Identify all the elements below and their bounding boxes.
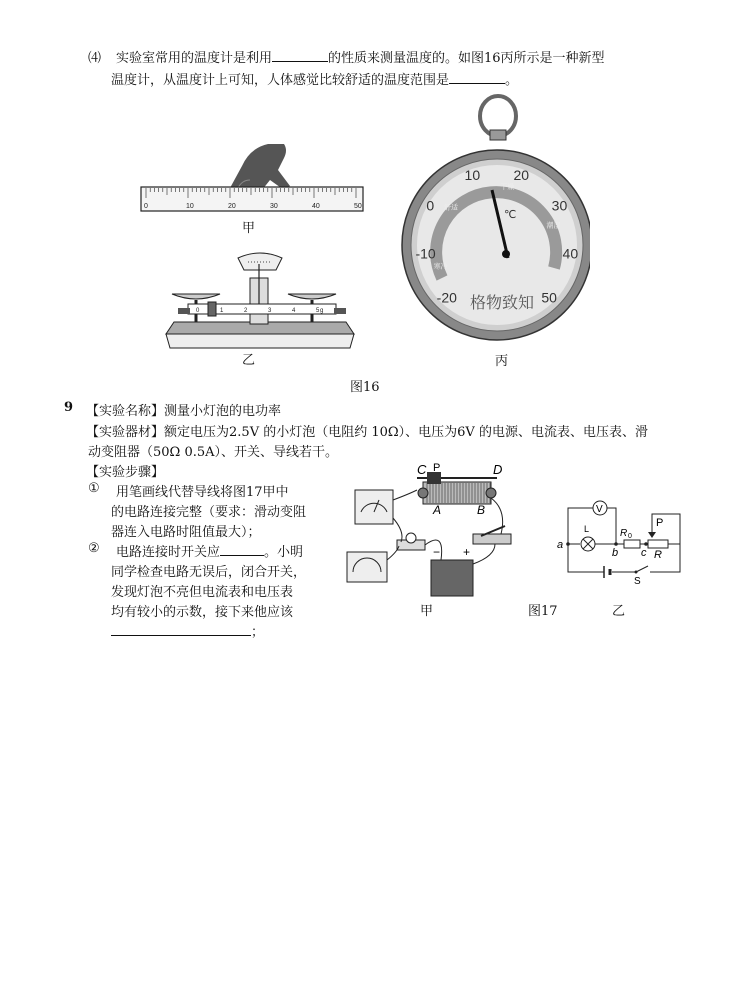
voltmeter bbox=[347, 552, 387, 582]
step2-blank-action[interactable] bbox=[111, 623, 251, 636]
beam-tick-label: 3 bbox=[268, 308, 272, 314]
thermo-tick-label: -10 bbox=[415, 245, 436, 262]
q4-line2-end: 。 bbox=[505, 73, 519, 88]
q4-line1 bbox=[116, 47, 605, 66]
rider bbox=[208, 302, 216, 316]
step2-line3: 发现灯泡不亮但电流表和电压表 bbox=[111, 585, 294, 600]
resistor-r0 bbox=[624, 540, 640, 548]
thermo-unit: ℃ bbox=[504, 209, 517, 221]
svg-text:A: A bbox=[433, 503, 442, 517]
fig16-label-jia: 甲 bbox=[242, 221, 256, 236]
q9-name-text: 测量小灯泡的电功率 bbox=[164, 404, 282, 419]
fig17-circuit bbox=[552, 490, 692, 585]
thermo-tick-label: 0 bbox=[426, 197, 435, 214]
beam-tick-label: 5 bbox=[316, 308, 320, 314]
switch bbox=[473, 534, 511, 544]
beam-tick-label: 1 bbox=[220, 308, 224, 314]
thermo-zone-label: 寒冷 bbox=[433, 263, 448, 271]
q4-line1-end: 的性质来测量温度的。如图16丙所示是一种新型 bbox=[328, 51, 605, 66]
step1-line2: 的电路连接完整（要求：滑动变阻 bbox=[111, 505, 307, 520]
svg-text:R: R bbox=[620, 528, 628, 539]
thermo-tick-label: 10 bbox=[464, 167, 481, 184]
switch-symbol bbox=[636, 566, 648, 572]
q4-blank-range[interactable] bbox=[449, 71, 505, 84]
thermo-tick-label: 40 bbox=[562, 245, 579, 262]
svg-text:a: a bbox=[557, 539, 564, 551]
fig16-ruler bbox=[138, 140, 366, 216]
svg-text:R: R bbox=[654, 549, 662, 561]
svg-text:V: V bbox=[596, 504, 603, 515]
battery bbox=[431, 560, 473, 596]
step2-line5 bbox=[111, 621, 264, 640]
ruler-tick-label: 30 bbox=[270, 203, 278, 210]
ruler-tick-label: 20 bbox=[228, 203, 236, 210]
beam-tick-label: 0 bbox=[196, 308, 200, 314]
q9-equip-line2: 动变阻器（50Ω 0.5A）、开关、导线若干。 bbox=[88, 445, 339, 460]
fig17-label-jia: 甲 bbox=[420, 604, 434, 619]
fig16-label-bing: 丙 bbox=[495, 354, 509, 369]
ammeter bbox=[355, 490, 393, 524]
step2-line2: 同学检查电路无误后，闭合开关， bbox=[111, 565, 307, 580]
svg-text:+: + bbox=[463, 545, 471, 559]
svg-text:C: C bbox=[417, 462, 427, 477]
fig17-caption: 图17 bbox=[528, 604, 558, 619]
svg-text:P: P bbox=[433, 462, 441, 474]
thermo-zone-label: 潮湿 bbox=[546, 222, 561, 230]
step2-blank-switch[interactable] bbox=[220, 543, 264, 556]
svg-text:c: c bbox=[641, 547, 647, 559]
fig16-label-yi: 乙 bbox=[242, 353, 256, 368]
beam-unit: g bbox=[320, 308, 324, 314]
svg-text:D: D bbox=[493, 462, 503, 477]
step2-line4: 均有较小的示数，接下来他应该 bbox=[111, 605, 294, 620]
beam-tick-label: 2 bbox=[244, 308, 248, 314]
q4-line1-start: 实验室常用的温度计是利用 bbox=[116, 51, 273, 66]
q4-number: ⑷ bbox=[88, 51, 102, 66]
rheostat-symbol bbox=[648, 540, 668, 548]
ruler-tick-label: 10 bbox=[186, 203, 194, 210]
step1-line1: 用笔画线代替导线将图17甲中 bbox=[116, 485, 289, 500]
q4-line2-start: 温度计，从温度计上可知，人体感觉比较舒适的温度范围是 bbox=[111, 73, 450, 88]
fig16-caption: 图16 bbox=[350, 380, 380, 395]
thermo-tick-label: 30 bbox=[551, 197, 568, 214]
q9-equip-line1: 额定电压为2.5V 的小灯泡（电阻约 10Ω）、电压为6V 的电源、电流表、电压表、滑 bbox=[164, 425, 648, 440]
svg-text:B: B bbox=[477, 503, 486, 517]
q9-name-label: 【实验名称】 bbox=[86, 404, 165, 419]
ruler-tick-label: 40 bbox=[312, 203, 320, 210]
fig17-apparatus bbox=[345, 460, 520, 600]
svg-text:L: L bbox=[584, 524, 590, 534]
step2-line1-end: 。小明 bbox=[264, 545, 304, 560]
q9-equip-label: 【实验器材】 bbox=[86, 425, 165, 440]
beam-tick-label: 4 bbox=[292, 308, 296, 314]
thermo-tick-label: 20 bbox=[513, 167, 530, 184]
thermo-zone-label: 舒适 bbox=[444, 204, 459, 212]
thermo-tick-label: 50 bbox=[541, 289, 557, 306]
thermo-tick-label: -20 bbox=[436, 289, 457, 306]
step2-number: ② bbox=[88, 541, 100, 556]
svg-text:−: − bbox=[433, 545, 441, 559]
ruler-tick-label: 0 bbox=[144, 203, 148, 210]
q9-number: 9 bbox=[64, 400, 74, 415]
watermark: 格物致知 bbox=[470, 295, 535, 312]
q4-blank-property[interactable] bbox=[272, 49, 328, 62]
step1-line3: 器连入电路时阻值最大）； bbox=[111, 525, 261, 540]
q9-steps-label: 【实验步骤】 bbox=[86, 465, 165, 480]
svg-text:P: P bbox=[656, 517, 664, 529]
ruler-body bbox=[141, 187, 363, 211]
ruler-tick-label: 50 bbox=[354, 203, 362, 210]
svg-text:b: b bbox=[612, 547, 619, 559]
step2-line1-start: 电路连接时开关应 bbox=[116, 545, 221, 560]
fig16-balance bbox=[160, 250, 360, 352]
step2-line5-end: ； bbox=[251, 625, 265, 640]
q9-equip bbox=[86, 421, 648, 440]
lamp bbox=[406, 533, 416, 543]
step1-number: ① bbox=[88, 481, 100, 496]
hand-illustration bbox=[230, 144, 290, 190]
step2-line1 bbox=[116, 541, 303, 560]
svg-text:0: 0 bbox=[628, 533, 632, 540]
svg-text:S: S bbox=[634, 576, 641, 585]
q4-line2 bbox=[111, 69, 518, 88]
fig17-label-yi: 乙 bbox=[612, 604, 626, 619]
thermo-zone-label: 干燥 bbox=[500, 183, 515, 191]
fig16-thermometer bbox=[400, 90, 590, 350]
q9-name bbox=[86, 400, 281, 419]
